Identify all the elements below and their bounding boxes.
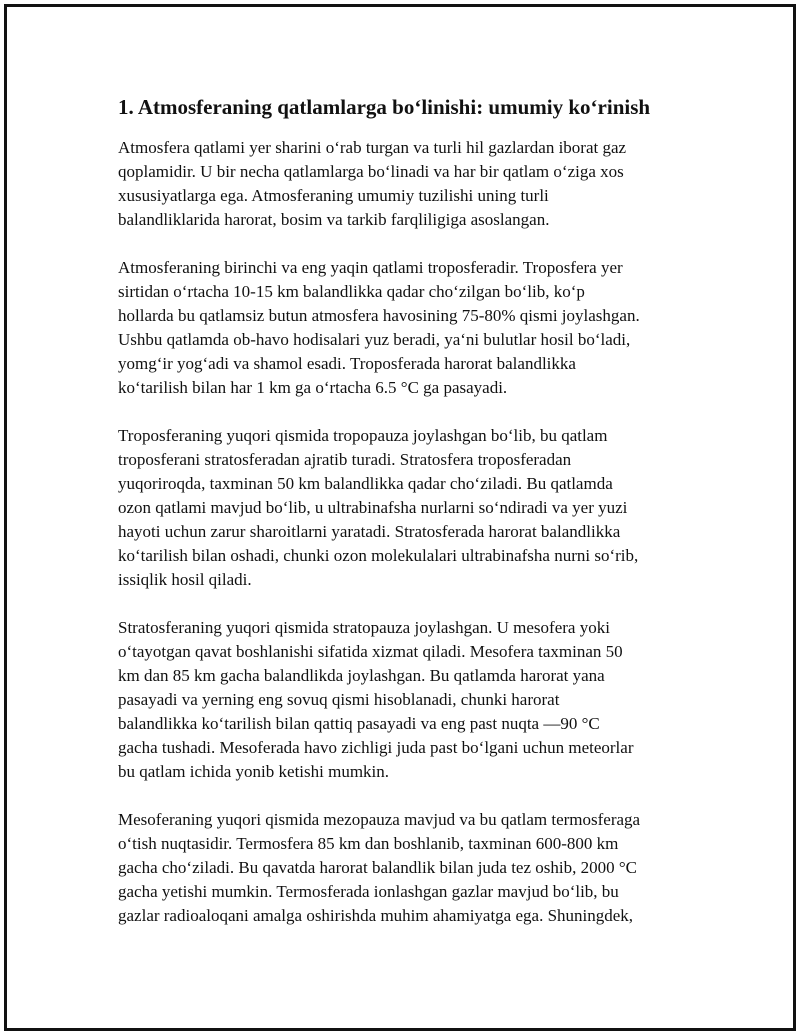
text-line: issiqlik hosil qiladi. — [118, 570, 252, 589]
text-line: ozon qatlami mavjud bo‘lib, u ultrabinafsha nurlarni so‘ndiradi va yer yuzi — [118, 498, 628, 517]
text-line: bu qatlam ichida yonib ketishi mumkin. — [118, 762, 390, 781]
text-line: balandlikka ko‘tarilish bilan qattiq pasayadi va eng past nuqta —90 °C — [118, 714, 600, 733]
text-line: ko‘tarilish bilan oshadi, chunki ozon molekulalari ultrabinafsha nurni so‘rib, — [118, 546, 639, 565]
text-line: gacha tushadi. Mesoferada havo zichligi juda past bo‘lgani uchun meteorlar — [118, 738, 634, 757]
text-line: troposferani stratosferadan ajratib turadi. Stratosfera troposferadan — [118, 450, 572, 469]
text-line: yuqoriroqda, taxminan 50 km balandlikka qadar cho‘ziladi. Bu qatlamda — [118, 474, 613, 493]
text-line: o‘tayotgan qavat boshlanishi sifatida xizmat qiladi. Mesofera taxminan 50 — [118, 642, 623, 661]
paragraph-thermosphere — [118, 808, 693, 928]
text-line: Mesoferaning yuqori qismida mezopauza mavjud va bu qatlam termosferaga — [118, 810, 641, 829]
paragraph-mesosphere — [118, 616, 693, 784]
text-line: sirtidan o‘rtacha 10-15 km balandlikka qadar cho‘zilgan bo‘lib, ko‘p — [118, 282, 585, 301]
text-line: ko‘tarilish bilan har 1 km ga o‘rtacha 6.5 °C ga pasayadi. — [118, 378, 508, 397]
text-line: xususiyatlarga ega. Atmosferaning umumiy tuzilishi uning turli — [118, 186, 549, 205]
section-title: 1. Atmosferaning qatlamlarga bo‘linishi: umumiy ko‘rinish — [118, 95, 651, 119]
text-line: gacha yetishi mumkin. Termosferada ionlashgan gazlar mavjud bo‘lib, bu — [118, 882, 619, 901]
paragraph-troposphere — [118, 256, 693, 400]
text-line: Stratosferaning yuqori qismida stratopauza joylashgan. U mesofera yoki — [118, 618, 610, 637]
text-line: Troposferaning yuqori qismida tropopauza joylashgan bo‘lib, bu qatlam — [118, 426, 608, 445]
text-line: hollarda bu qatlamsiz butun atmosfera havosining 75-80% qismi joylashgan. — [118, 306, 640, 325]
text-line: yomg‘ir yog‘adi va shamol esadi. Troposferada harorat balandlikka — [118, 354, 576, 373]
text-line: gazlar radioaloqani amalga oshirishda muhim ahamiyatga ega. Shuningdek, — [118, 906, 634, 925]
text-line: qoplamidir. U bir necha qatlamlarga bo‘linadi va har bir qatlam o‘ziga xos — [118, 162, 624, 181]
paragraph-intro — [118, 136, 693, 232]
paragraph-stratosphere — [118, 424, 693, 592]
text-line: hayoti uchun zarur sharoitlarni yaratadi. Stratosferada harorat balandlikka — [118, 522, 621, 541]
text-line: o‘tish nuqtasidir. Termosfera 85 km dan boshlanib, taxminan 600-800 km — [118, 834, 619, 853]
document-body — [118, 94, 693, 952]
text-line: Ushbu qatlamda ob-havo hodisalari yuz beradi, ya‘ni bulutlar hosil bo‘ladi, — [118, 330, 631, 349]
text-line: gacha cho‘ziladi. Bu qavatda harorat balandlik bilan juda tez oshib, 2000 °C — [118, 858, 637, 877]
text-line: Atmosfera qatlami yer sharini o‘rab turgan va turli hil gazlardan iborat gaz — [118, 138, 627, 157]
text-line: pasayadi va yerning eng sovuq qismi hisoblanadi, chunki harorat — [118, 690, 560, 709]
text-line: Atmosferaning birinchi va eng yaqin qatlami troposferadir. Troposfera yer — [118, 258, 623, 277]
text-line: balandliklarida harorat, bosim va tarkib farqliligiga asoslangan. — [118, 210, 550, 229]
text-line: km dan 85 km gacha balandlikda joylashgan. Bu qatlamda harorat yana — [118, 666, 605, 685]
